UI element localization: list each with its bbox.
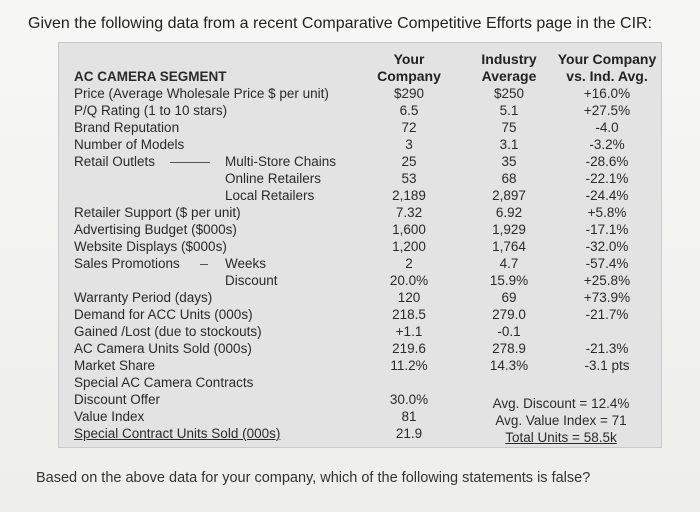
table-row <box>59 119 661 136</box>
table-row <box>59 153 661 170</box>
row-label: Retailer Support ($ per unit) <box>74 205 241 220</box>
cell-vs-industry: -4.0 <box>595 120 619 135</box>
cell-your-company: 218.5 <box>392 307 426 322</box>
cell-vs-industry: -3.2% <box>589 137 625 152</box>
cell-vs-industry: +73.9% <box>583 290 631 305</box>
connector-line <box>164 153 210 170</box>
cell-vs-industry: +5.8% <box>587 205 627 220</box>
cell-vs-industry: +27.5% <box>583 103 631 118</box>
note-total-units: Total Units = 58.5k <box>505 430 617 445</box>
header-industry-average-line1: Industry <box>481 51 537 67</box>
cell-vs-industry: -32.0% <box>585 239 629 254</box>
cell-industry-average: 2,897 <box>492 188 526 203</box>
cell-industry-average: 75 <box>501 120 517 135</box>
cell-industry-average: 1,764 <box>492 239 526 254</box>
segment-title-row <box>59 68 661 85</box>
row-label: Warranty Period (days) <box>74 290 213 305</box>
cell-industry-average: 4.7 <box>499 256 519 271</box>
cell-your-company: 1,200 <box>392 239 426 254</box>
table-row <box>59 204 661 221</box>
cell-your-company: 7.32 <box>395 205 423 220</box>
cell-your-company: 81 <box>401 409 417 424</box>
row-sublabel: Weeks <box>225 256 267 271</box>
table-row <box>59 238 661 255</box>
row-label: AC Camera Units Sold (000s) <box>74 341 252 356</box>
table-row <box>59 306 661 323</box>
cell-vs-industry: -21.7% <box>585 307 629 322</box>
cell-industry-average: 69 <box>501 290 517 305</box>
cell-industry-average: 35 <box>501 154 517 169</box>
table-row <box>59 357 661 374</box>
question-text: Given the following data from a recent Comparative Competitive Efforts page in the CIR: <box>28 15 653 32</box>
cell-industry-average: 6.92 <box>495 205 523 220</box>
cell-your-company: +1.1 <box>395 324 423 339</box>
cell-vs-industry: -21.3% <box>585 341 629 356</box>
cell-industry-average: 1,929 <box>492 222 526 237</box>
row-label: Market Share <box>74 358 156 373</box>
row-label: Discount Offer <box>74 392 161 407</box>
row-label: Gained /Lost (due to stockouts) <box>74 324 262 339</box>
cell-industry-average: 14.3% <box>489 358 529 373</box>
table-row <box>59 102 661 119</box>
cell-vs-industry: -22.1% <box>585 171 629 186</box>
cir-data-panel <box>58 42 662 448</box>
note-avg-value-index: Avg. Value Index = 71 <box>495 413 627 428</box>
cell-vs-industry: +16.0% <box>583 86 631 101</box>
cell-your-company: 53 <box>401 171 417 186</box>
header-vs-industry-line2: vs. Ind. Avg. <box>566 68 648 84</box>
header-vs-industry-line1: Your Company <box>557 51 657 67</box>
cell-industry-average: -0.1 <box>497 324 521 339</box>
row-label: Website Displays ($000s) <box>74 239 227 254</box>
cell-industry-average: $250 <box>493 86 525 101</box>
row-label: Special Contract Units Sold (000s) <box>74 426 281 441</box>
note-avg-discount: Avg. Discount = 12.4% <box>492 396 630 411</box>
table-row <box>59 374 661 391</box>
header-your-company-line2: Company <box>377 68 441 84</box>
table-row <box>59 255 661 272</box>
row-sublabel: Discount <box>225 273 278 288</box>
table-row <box>59 85 661 102</box>
cell-vs-industry: -17.1% <box>585 222 629 237</box>
row-label: Special AC Camera Contracts <box>74 375 254 390</box>
cell-your-company: 1,600 <box>392 222 426 237</box>
row-sublabel: Multi-Store Chains <box>225 154 337 169</box>
cell-vs-industry: +25.8% <box>583 273 631 288</box>
cell-your-company: 120 <box>397 290 421 305</box>
table-row <box>59 187 661 204</box>
table-row <box>59 289 661 306</box>
cell-your-company: 11.2% <box>390 358 428 373</box>
cell-industry-average: 278.9 <box>492 341 526 356</box>
cell-your-company: 3 <box>405 137 413 152</box>
row-label: Value Index <box>74 409 145 424</box>
cell-vs-industry: -57.4% <box>585 256 629 271</box>
row-label: Price (Average Wholesale Price $ per unit) <box>74 86 329 101</box>
cell-industry-average: 5.1 <box>499 103 519 118</box>
footer-question: Based on the above data for your company, which of the following statements is false? <box>36 470 591 486</box>
table-row <box>59 272 661 289</box>
table-row <box>59 340 661 357</box>
table-row <box>59 136 661 153</box>
cell-industry-average: 15.9% <box>489 273 529 288</box>
table-row <box>59 170 661 187</box>
cell-your-company: $290 <box>393 86 425 101</box>
cell-your-company: 25 <box>401 154 417 169</box>
cell-your-company: 21.9 <box>395 426 423 441</box>
header-your-company-line1: Your <box>393 51 425 67</box>
cell-your-company: 72 <box>401 120 417 135</box>
cell-your-company: 2 <box>405 256 413 271</box>
cell-vs-industry: -3.1 pts <box>584 358 630 373</box>
connector-line <box>194 255 208 272</box>
row-label: P/Q Rating (1 to 10 stars) <box>74 103 228 118</box>
header-industry-average-line2: Average <box>481 68 537 84</box>
row-label: Demand for ACC Units (000s) <box>74 307 253 322</box>
row-label: Retail Outlets <box>74 154 156 169</box>
cell-your-company: 2,189 <box>392 188 426 203</box>
cell-industry-average: 3.1 <box>499 137 519 152</box>
row-label: Number of Models <box>74 137 185 152</box>
cell-industry-average: 279.0 <box>492 307 526 322</box>
row-label: Advertising Budget ($000s) <box>74 222 237 237</box>
cell-industry-average: 68 <box>501 171 517 186</box>
row-sublabel: Local Retailers <box>225 188 315 203</box>
cell-vs-industry: -24.4% <box>585 188 629 203</box>
row-label: Brand Reputation <box>74 120 180 135</box>
cell-your-company: 219.6 <box>392 341 426 356</box>
cell-your-company: 20.0% <box>389 273 429 288</box>
cell-your-company: 30.0% <box>389 392 429 407</box>
row-sublabel: Online Retailers <box>225 171 322 186</box>
table-row <box>59 323 661 340</box>
row-label: Sales Promotions <box>74 256 180 271</box>
cell-vs-industry: -28.6% <box>585 154 629 169</box>
table-row <box>59 221 661 238</box>
segment-title: AC CAMERA SEGMENT <box>74 69 227 84</box>
cell-your-company: 6.5 <box>399 103 419 118</box>
